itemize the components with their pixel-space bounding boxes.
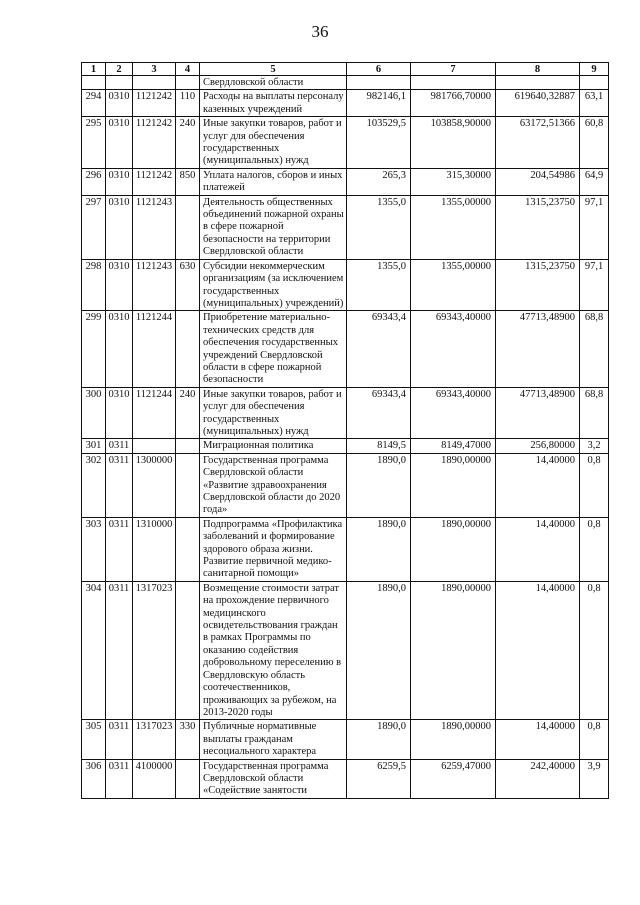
description: Подпрограмма «Профилактика заболеваний и формирование здорового образа жизни. Развитие первичной медико-санитарной помощи» xyxy=(200,517,347,581)
target-code: 1317023 xyxy=(133,581,176,719)
col-header-3: 3 xyxy=(133,63,176,76)
adjusted-amount: 6259,47000 xyxy=(411,759,496,798)
description: Расходы на выплаты персоналу казенных учреждений xyxy=(200,90,347,117)
page-number: 36 xyxy=(311,22,329,41)
description: Возмещение стоимости затрат на прохождение первичного медицинского освидетельствования граждан в рамках Программы по оказанию содействия добровольному переселению в Свердловскую область соотечественников, проживающих за рубежом, на 2013-2020 годы xyxy=(200,581,347,719)
execution-percent: 63,1 xyxy=(580,90,609,117)
section-code: 0310 xyxy=(106,117,133,169)
col-header-4: 4 xyxy=(176,63,200,76)
expense-type xyxy=(176,453,200,517)
target-code: 1121243 xyxy=(133,195,176,259)
section-code: 0311 xyxy=(106,720,133,759)
planned-amount: 69343,4 xyxy=(347,311,411,387)
col-header-9: 9 xyxy=(580,63,609,76)
row-number: 303 xyxy=(82,517,106,581)
executed-amount: 204,54986 xyxy=(496,168,580,195)
row-number: 301 xyxy=(82,439,106,453)
planned-amount: 69343,4 xyxy=(347,387,411,439)
planned-amount: 1890,0 xyxy=(347,581,411,719)
col-header-8: 8 xyxy=(496,63,580,76)
table-row xyxy=(82,195,609,259)
section-code: 0311 xyxy=(106,439,133,453)
header-row xyxy=(82,63,609,76)
expense-type xyxy=(176,581,200,719)
adjusted-amount: 315,30000 xyxy=(411,168,496,195)
row-number: 302 xyxy=(82,453,106,517)
planned-amount: 1890,0 xyxy=(347,517,411,581)
executed-amount: 1315,23750 xyxy=(496,195,580,259)
adjusted-amount: 69343,40000 xyxy=(411,387,496,439)
executed-amount: 47713,48900 xyxy=(496,311,580,387)
col-header-7: 7 xyxy=(411,63,496,76)
planned-amount: 103529,5 xyxy=(347,117,411,169)
section-code: 0311 xyxy=(106,581,133,719)
planned-amount: 1355,0 xyxy=(347,195,411,259)
execution-percent: 68,8 xyxy=(580,387,609,439)
expense-type xyxy=(176,517,200,581)
row-number: 294 xyxy=(82,90,106,117)
planned-amount: 6259,5 xyxy=(347,759,411,798)
target-code: 1121243 xyxy=(133,259,176,311)
description: Иные закупки товаров, работ и услуг для обеспечения государственных (муниципальных) нужд xyxy=(200,387,347,439)
executed-amount: 14,40000 xyxy=(496,517,580,581)
execution-percent: 97,1 xyxy=(580,195,609,259)
execution-percent: 0,8 xyxy=(580,517,609,581)
executed-amount: 619640,32887 xyxy=(496,90,580,117)
target-code: 1121242 xyxy=(133,117,176,169)
expense-type: 240 xyxy=(176,387,200,439)
executed-amount: 1315,23750 xyxy=(496,259,580,311)
row-number: 298 xyxy=(82,259,106,311)
adjusted-amount: 69343,40000 xyxy=(411,311,496,387)
continuation-text: Свердловской области xyxy=(200,76,347,90)
section-code: 0310 xyxy=(106,90,133,117)
execution-percent: 64,9 xyxy=(580,168,609,195)
executed-amount: 256,80000 xyxy=(496,439,580,453)
row-number: 296 xyxy=(82,168,106,195)
executed-amount: 14,40000 xyxy=(496,453,580,517)
description: Приобретение материально-технических средств для обеспечения государственных учреждений Свердловской области в сфере пожарной безопасности xyxy=(200,311,347,387)
col-header-5: 5 xyxy=(200,63,347,76)
executed-amount: 14,40000 xyxy=(496,720,580,759)
expense-type: 850 xyxy=(176,168,200,195)
execution-percent: 3,9 xyxy=(580,759,609,798)
description: Уплата налогов, сборов и иных платежей xyxy=(200,168,347,195)
description: Государственная программа Свердловской области «Содействие занятости xyxy=(200,759,347,798)
table-row xyxy=(82,581,609,719)
description: Иные закупки товаров, работ и услуг для обеспечения государственных (муниципальных) нужд xyxy=(200,117,347,169)
table-row xyxy=(82,517,609,581)
adjusted-amount: 8149,47000 xyxy=(411,439,496,453)
section-code: 0310 xyxy=(106,259,133,311)
table-row xyxy=(82,168,609,195)
target-code xyxy=(133,439,176,453)
adjusted-amount: 1890,00000 xyxy=(411,517,496,581)
table-row xyxy=(82,439,609,453)
adjusted-amount: 103858,90000 xyxy=(411,117,496,169)
row-number: 300 xyxy=(82,387,106,439)
execution-percent: 97,1 xyxy=(580,259,609,311)
expense-type: 330 xyxy=(176,720,200,759)
continuation-row xyxy=(82,76,609,90)
execution-percent: 0,8 xyxy=(580,581,609,719)
planned-amount: 265,3 xyxy=(347,168,411,195)
planned-amount: 8149,5 xyxy=(347,439,411,453)
table-row xyxy=(82,90,609,117)
description: Публичные нормативные выплаты гражданам несоциального характера xyxy=(200,720,347,759)
executed-amount: 63172,51366 xyxy=(496,117,580,169)
table-row xyxy=(82,759,609,798)
planned-amount: 1890,0 xyxy=(347,453,411,517)
target-code: 1317023 xyxy=(133,720,176,759)
expense-type: 110 xyxy=(176,90,200,117)
target-code: 1121242 xyxy=(133,168,176,195)
execution-percent: 3,2 xyxy=(580,439,609,453)
description: Субсидии некоммерческим организациям (за исключением государственных (муниципальных) учреждений) xyxy=(200,259,347,311)
section-code: 0311 xyxy=(106,453,133,517)
budget-table xyxy=(81,62,609,799)
table-row xyxy=(82,453,609,517)
target-code: 1300000 xyxy=(133,453,176,517)
adjusted-amount: 1890,00000 xyxy=(411,581,496,719)
expense-type: 240 xyxy=(176,117,200,169)
expense-type xyxy=(176,311,200,387)
table-row xyxy=(82,311,609,387)
expense-type xyxy=(176,195,200,259)
col-header-1: 1 xyxy=(82,63,106,76)
execution-percent: 0,8 xyxy=(580,720,609,759)
table-row xyxy=(82,720,609,759)
adjusted-amount: 1890,00000 xyxy=(411,720,496,759)
table-row xyxy=(82,117,609,169)
row-number: 295 xyxy=(82,117,106,169)
execution-percent: 68,8 xyxy=(580,311,609,387)
adjusted-amount: 1890,00000 xyxy=(411,453,496,517)
planned-amount: 1890,0 xyxy=(347,720,411,759)
section-code: 0310 xyxy=(106,387,133,439)
description: Деятельность общественных объединений пожарной охраны в сфере пожарной безопасности на территории Свердловской области xyxy=(200,195,347,259)
col-header-6: 6 xyxy=(347,63,411,76)
adjusted-amount: 1355,00000 xyxy=(411,195,496,259)
row-number: 297 xyxy=(82,195,106,259)
expense-type xyxy=(176,439,200,453)
target-code: 1121242 xyxy=(133,90,176,117)
target-code: 1310000 xyxy=(133,517,176,581)
table-row xyxy=(82,259,609,311)
section-code: 0311 xyxy=(106,759,133,798)
execution-percent: 0,8 xyxy=(580,453,609,517)
expense-type xyxy=(176,759,200,798)
adjusted-amount: 981766,70000 xyxy=(411,90,496,117)
description: Государственная программа Свердловской области «Развитие здравоохранения Свердловской области до 2020 года» xyxy=(200,453,347,517)
target-code: 4100000 xyxy=(133,759,176,798)
executed-amount: 47713,48900 xyxy=(496,387,580,439)
row-number: 299 xyxy=(82,311,106,387)
section-code: 0310 xyxy=(106,311,133,387)
row-number: 306 xyxy=(82,759,106,798)
target-code: 1121244 xyxy=(133,387,176,439)
row-number: 304 xyxy=(82,581,106,719)
executed-amount: 14,40000 xyxy=(496,581,580,719)
row-number: 305 xyxy=(82,720,106,759)
expense-type: 630 xyxy=(176,259,200,311)
col-header-2: 2 xyxy=(106,63,133,76)
planned-amount: 982146,1 xyxy=(347,90,411,117)
table-row xyxy=(82,387,609,439)
adjusted-amount: 1355,00000 xyxy=(411,259,496,311)
description: Миграционная политика xyxy=(200,439,347,453)
execution-percent: 60,8 xyxy=(580,117,609,169)
section-code: 0310 xyxy=(106,195,133,259)
executed-amount: 242,40000 xyxy=(496,759,580,798)
section-code: 0310 xyxy=(106,168,133,195)
planned-amount: 1355,0 xyxy=(347,259,411,311)
section-code: 0311 xyxy=(106,517,133,581)
target-code: 1121244 xyxy=(133,311,176,387)
